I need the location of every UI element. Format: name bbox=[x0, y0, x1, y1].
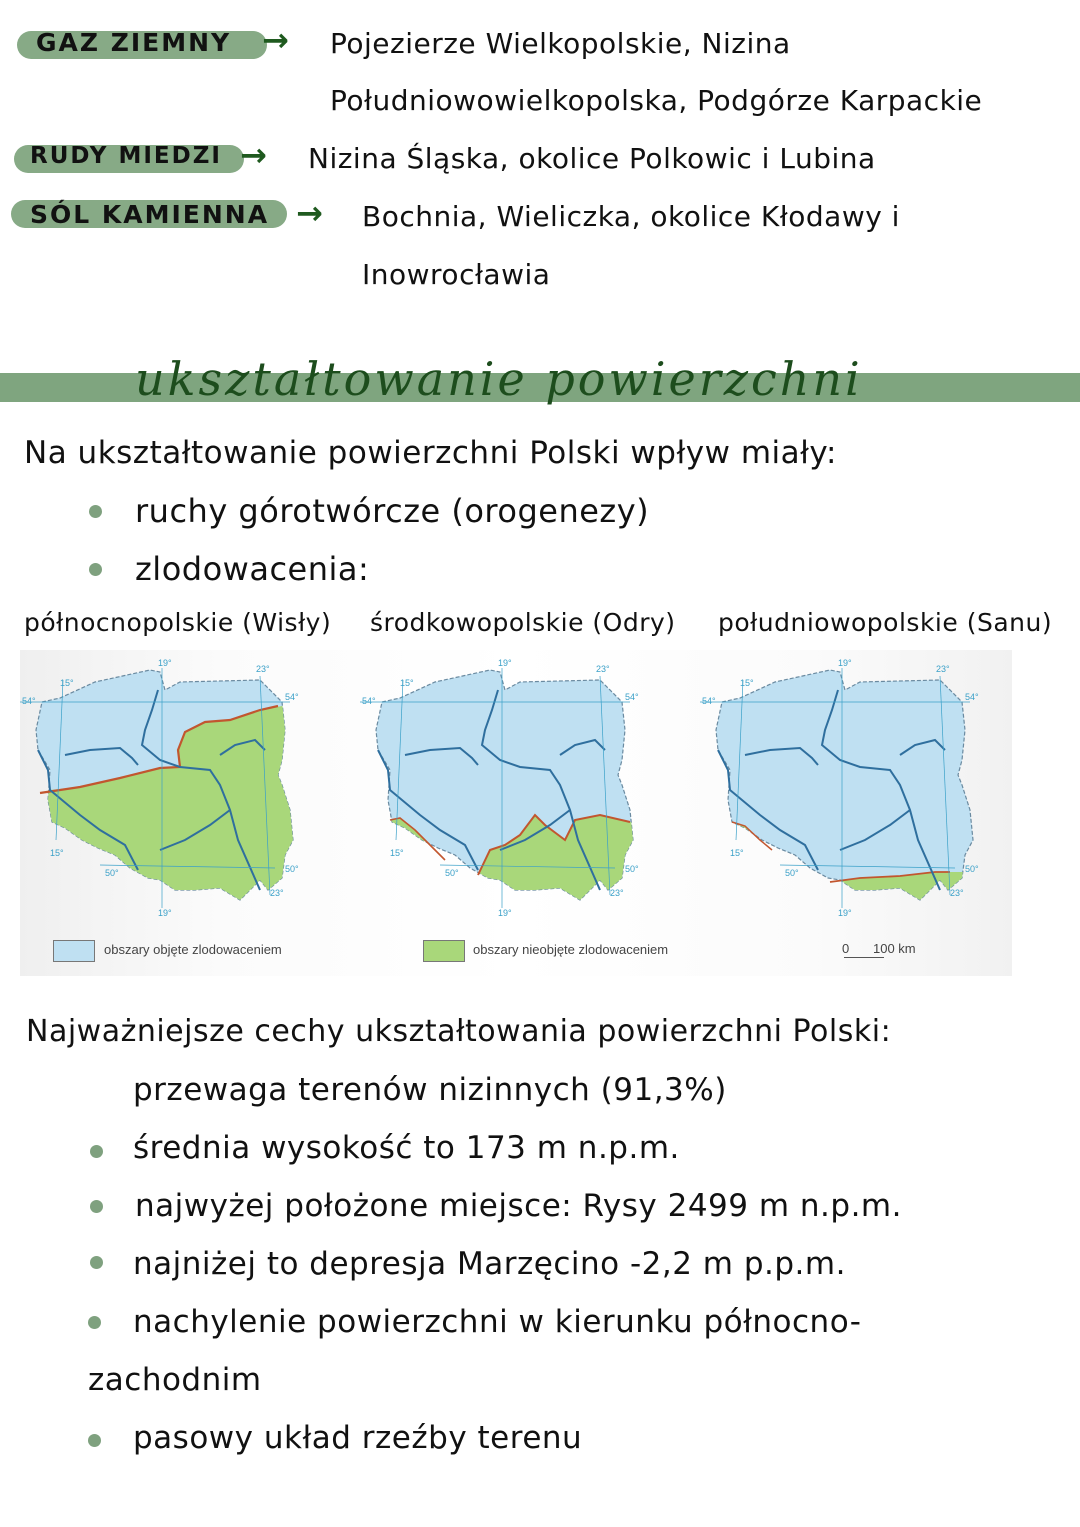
svg-text:19°: 19° bbox=[838, 908, 852, 918]
map-north-polish-glaciation bbox=[20, 650, 350, 940]
svg-text:19°: 19° bbox=[498, 908, 512, 918]
bullet-icon bbox=[89, 563, 102, 576]
svg-text:54°: 54° bbox=[965, 692, 979, 702]
resource-locations: Nizina Śląska, okolice Polkowic i Lubina bbox=[308, 142, 876, 175]
feature-item-continuation: zachodnim bbox=[88, 1362, 262, 1398]
section-heading: ukształtowanie powierzchni bbox=[135, 352, 863, 406]
svg-text:15°: 15° bbox=[60, 678, 74, 688]
svg-text:19°: 19° bbox=[158, 908, 172, 918]
bullet-icon bbox=[89, 505, 102, 518]
resource-locations: Bochnia, Wieliczka, okolice Kłodawy i bbox=[362, 200, 900, 233]
legend-label-not-glaciated: obszary nieobjęte zlodowaceniem bbox=[473, 942, 669, 957]
bullet-icon bbox=[88, 1434, 101, 1447]
svg-text:50°: 50° bbox=[285, 864, 299, 874]
svg-text:54°: 54° bbox=[702, 696, 716, 706]
resource-label: RUDY MIEDZI bbox=[30, 143, 222, 169]
resource-label: GAZ ZIEMNY bbox=[36, 28, 232, 57]
feature-item: pasowy układ rzeźby terenu bbox=[133, 1420, 583, 1456]
arrow-right-icon: → bbox=[240, 136, 267, 174]
svg-text:23°: 23° bbox=[936, 664, 950, 674]
feature-item: średnia wysokość to 173 m n.p.m. bbox=[133, 1130, 680, 1166]
svg-text:54°: 54° bbox=[22, 696, 36, 706]
arrow-right-icon: → bbox=[262, 21, 289, 59]
svg-text:50°: 50° bbox=[105, 868, 119, 878]
map-central-polish-glaciation bbox=[360, 650, 690, 940]
legend-label-glaciated: obszary objęte zlodowaceniem bbox=[104, 942, 282, 957]
svg-text:23°: 23° bbox=[950, 888, 964, 898]
scale-zero: 0 bbox=[842, 941, 850, 956]
svg-text:15°: 15° bbox=[400, 678, 414, 688]
svg-text:23°: 23° bbox=[270, 888, 284, 898]
glaciation-label: północnopolskie (Wisły) bbox=[24, 608, 332, 637]
resource-locations: Pojezierze Wielkopolskie, Nizina bbox=[330, 27, 791, 60]
svg-text:19°: 19° bbox=[498, 658, 512, 668]
scale-label: 100 km bbox=[873, 941, 916, 956]
svg-text:15°: 15° bbox=[730, 848, 744, 858]
svg-text:50°: 50° bbox=[965, 864, 979, 874]
svg-text:15°: 15° bbox=[740, 678, 754, 688]
map-south-polish-glaciation bbox=[700, 650, 1030, 940]
scale-bar bbox=[844, 957, 884, 958]
svg-text:19°: 19° bbox=[158, 658, 172, 668]
features-title: Najważniejsze cechy ukształtowania powierzchni Polski: bbox=[26, 1014, 892, 1049]
legend-swatch-glaciated bbox=[53, 940, 95, 962]
bullet-icon bbox=[90, 1145, 103, 1158]
resource-locations: Inowrocławia bbox=[362, 258, 551, 291]
resource-locations: Południowowielkopolska, Podgórze Karpackie bbox=[330, 84, 983, 117]
svg-text:54°: 54° bbox=[362, 696, 376, 706]
glaciation-label: środkowopolskie (Odry) bbox=[370, 608, 676, 637]
legend-swatch-not-glaciated bbox=[423, 940, 465, 962]
glaciation-maps-figure bbox=[20, 650, 1012, 976]
svg-text:19°: 19° bbox=[838, 658, 852, 668]
feature-item: najniżej to depresja Marzęcino -2,2 m p.p.m. bbox=[133, 1246, 846, 1282]
arrow-right-icon: → bbox=[296, 194, 323, 232]
svg-text:50°: 50° bbox=[625, 864, 639, 874]
factor-item: zlodowacenia: bbox=[135, 550, 370, 588]
svg-text:15°: 15° bbox=[390, 848, 404, 858]
svg-text:23°: 23° bbox=[610, 888, 624, 898]
intro-text: Na ukształtowanie powierzchni Polski wpływ miały: bbox=[24, 435, 837, 471]
feature-item: przewaga terenów nizinnych (91,3%) bbox=[133, 1072, 727, 1108]
factor-item: ruchy górotwórcze (orogenezy) bbox=[135, 492, 650, 530]
feature-item: najwyżej położone miejsce: Rysy 2499 m n.p.m. bbox=[135, 1188, 902, 1224]
feature-item: nachylenie powierzchni w kierunku północno- bbox=[133, 1304, 862, 1340]
resource-label: SÓL KAMIENNA bbox=[30, 200, 270, 229]
bullet-icon bbox=[90, 1200, 103, 1213]
svg-text:23°: 23° bbox=[596, 664, 610, 674]
svg-text:54°: 54° bbox=[285, 692, 299, 702]
glaciation-label: południowopolskie (Sanu) bbox=[718, 608, 1053, 637]
bullet-icon bbox=[90, 1256, 103, 1269]
svg-text:50°: 50° bbox=[785, 868, 799, 878]
svg-text:54°: 54° bbox=[625, 692, 639, 702]
svg-text:23°: 23° bbox=[256, 664, 270, 674]
bullet-icon bbox=[88, 1316, 101, 1329]
svg-text:15°: 15° bbox=[50, 848, 64, 858]
svg-text:50°: 50° bbox=[445, 868, 459, 878]
